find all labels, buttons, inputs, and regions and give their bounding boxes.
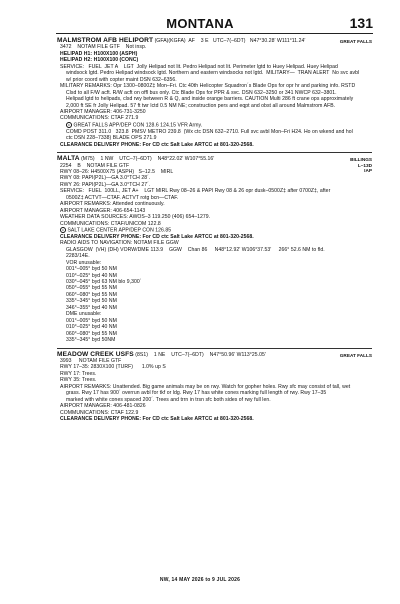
entry-line: AIRPORT REMARKS: Unattended. Big game animals may be on rwy. Watch for gopher holes. Rwy sfc may consist of tall, wet — [60, 383, 351, 390]
entry-line: ctc DSN 228–7338) BLADE OPS 271.9 — [66, 135, 157, 142]
entry-line: CLEARANCE DELIVERY PHONE: For CD ctc Salt Lake ARTCC at 801-320-2568. — [60, 141, 254, 148]
frequency-indicator-icon: C — [61, 228, 65, 233]
chart-reference-label: GREAT FALLS — [339, 352, 372, 358]
entry-line: 060°–080° byd 55 NM — [66, 291, 117, 298]
entry-line: 346°–355° byd 40 NM — [66, 304, 117, 311]
entry-line: RADIO AIDS TO NAVIGATION: NOTAM FILE GGW — [60, 240, 179, 247]
entry-line: Clsd to all F/W acft. R/W acft on offl bus only. Ctc Blade Ops for PPR & svc. DSN 632–3250 or 341 NWCP 632–3801. — [66, 89, 337, 96]
entry-line: 0500Z‡ ACTVT—CTAF. ACTVT rotg bcn—CTAF. — [66, 194, 179, 201]
entry-line: CLEARANCE DELIVERY PHONE: For CD ctc Salt Lake ARTCC at 801-320-2568. — [60, 416, 254, 423]
entry-line: COMMUNICATIONS: CTAF 122.9 — [60, 409, 139, 416]
entry-line: COMD POST 311.0 323.8 PMSV METRO 239.8 (Wx ctc DSN 632–2710. Full svc avbl Mon–Fri H24. Ho on wkend and hol — [66, 128, 353, 135]
entry-line: SALT LAKE CENTER APP/DEP CON 126.85 — [67, 227, 172, 234]
entry-line: MILITARY REMARKS: Opr 1300–0800Z‡ Mon–Fri. Ctc 40th Helicopter Squadron´s Blade Ops for opr hr and parking info. RSTD — [60, 83, 356, 90]
airport-entry-malta — [57, 156, 372, 343]
entry-line: GLASGOW (VH) (DH) VORW/DME 113.9 GGW Chan 86 N48°12.92′ W106°37.53′ 266° 52.6 NM to fld. — [66, 246, 325, 253]
entry-line: w/ prior coord with copter maint DSN 632–6356. — [66, 76, 177, 83]
entry-divider — [57, 348, 372, 349]
entry-line: marked with white cones spaced 200´. Trees and trrn in trsn sfc both sides of rwy full len. — [66, 396, 271, 403]
header-rule — [56, 33, 373, 34]
chart-label-line: L–13D — [357, 162, 372, 168]
entry-line: AIRPORT REMARKS: Attended continuously. — [60, 201, 165, 208]
airport-entry-meadow-creek — [57, 352, 372, 423]
entry-line: AIRPORT MANAGER: 406-654-1143 — [60, 207, 146, 214]
entry-line: 010°–025° byd 40 NM — [66, 324, 117, 331]
entry-line: 050°–055° byd 55 NM — [66, 285, 117, 292]
entry-line: RWY 17–35: 2830X100 (TURF) 1.0% up S — [60, 364, 166, 371]
entry-line: 2,000 ft SE fr Jolly Helipad. 57 ft twr lctd 0.5 NM NE; construction pers and eqpt and obst all around Malmstrom AFB. — [66, 102, 336, 109]
entry-line: 2254 B NOTAM FILE GTF — [60, 162, 130, 169]
airport-ident-line: (M75) 1 NW UTC–7(–6DT) N48°22.02′ W107°55.16′ — [81, 156, 215, 163]
chart-reference-label: GREAT FALLS — [339, 39, 372, 44]
entry-line: RWY 17: Trees. — [60, 370, 97, 377]
entry-line: HELIPAD H2: H100X100 (CONC) — [60, 57, 139, 64]
entry-line: grass. Rwy 17 has 900´ overrun avbl for tkf or ldg. Rwy 17 has white cones marking full length of rwy. Rwy 17–35 — [66, 390, 327, 397]
entry-line: 2283/14E. — [66, 253, 90, 260]
entry-line: 335°–345° byd 50NM — [66, 337, 116, 344]
entry-line: SERVICE: FUEL JET A LGT Jolly Helipad not lit. Pedro Helipad not lit. Perimeter lgtd to Huey Helipad. Huey Helipad — [60, 63, 338, 70]
chart-label-line: BILLINGS — [350, 157, 372, 163]
chart-reference-label — [350, 157, 372, 174]
entry-line: windsock lgtd. Pedro Helipad windsock lgtd. Northern and eastern windsocks not lgtd. MILITARY— TRAN ALERT No svc avbl — [66, 70, 360, 77]
entry-line: WEATHER DATA SOURCES: AWOS–3 119.250 (406) 654–1279. — [60, 214, 211, 221]
entry-line: Helipad lgtd to helipads, clsd rwy between R & Q, and inside orange barriers. CAUTION Multi 286 ft crane ops approximately — [66, 96, 354, 103]
entry-line: COMMUNICATIONS: CTAF/UNICOM 122.8 — [60, 220, 161, 227]
entry-line: COMMUNICATIONS: CTAF 271.9 — [60, 115, 139, 122]
entry-line: 010°–025° byd 40 NM — [66, 272, 117, 279]
frequency-indicator-icon: C — [67, 122, 71, 127]
entry-line: CLEARANCE DELIVERY PHONE: For CD ctc Salt Lake ARTCC at 801-320-2568. — [60, 233, 254, 240]
airport-entry-malmstrom — [57, 38, 372, 148]
entry-line: HELIPAD H1: H100X100 (ASPH) — [60, 50, 138, 57]
airport-ident-line: (8S1) 1 NE UTC–7(–6DT) N47°50.96′ W113°25.05′ — [135, 351, 266, 358]
directory-content — [57, 38, 372, 423]
entry-line: RWY 08: PAPI(P2L)—GA 3.0°TCH 28´. — [60, 175, 151, 182]
entry-line: 001°–005° byd 50 NM — [66, 317, 117, 324]
entry-line: AIRPORT MANAGER: 406-731-3250 — [60, 108, 146, 115]
page-state-title: MONTANA — [166, 16, 234, 31]
entry-line: RWY 26: PAPI(P2L)—GA 3.0°TCH 27´. — [60, 181, 151, 188]
airport-name: MALMSTROM AFB HELIPORT — [57, 37, 154, 44]
airport-name: MEADOW CREEK USFS — [57, 350, 134, 358]
entry-line: VOR unusable: — [66, 259, 102, 266]
entry-line: DME unusable: — [66, 311, 102, 318]
entry-line: GREAT FALLS APP/DEP CON 128.6 124.15 VFR Army. — [73, 122, 203, 129]
entry-divider — [57, 152, 372, 153]
entry-line: RWY 08–26: H4500X75 (ASPH) S–12.5 MIRL — [60, 168, 174, 175]
entry-line: RWY 35: Trees. — [60, 377, 97, 384]
entry-line: SERVICE: FUEL 100LL, JET A+ LGT MIRL Rwy 08–26 & PAPI Rwy 08 & 26 opr dusk–0500Z‡ after 0700Z‡, after — [60, 188, 331, 195]
page-number: 131 — [349, 15, 373, 31]
entry-line: 060°–080° byd 55 NM — [66, 330, 117, 337]
entry-line: 001°–005° byd 50 NM — [66, 266, 117, 273]
page-footer-effective-dates: NW, 14 MAY 2026 to 9 JUL 2026 — [159, 577, 241, 583]
entry-line: 3472 NOTAM FILE GTF Not insp. — [60, 44, 147, 51]
entry-line: 030°–045° byd 63 NM blo 9,300´ — [66, 279, 142, 285]
entry-line: AIRPORT MANAGER: 406-481-0826 — [60, 403, 146, 410]
entry-line: 3993 NOTAM FILE GTF — [60, 357, 122, 364]
airport-ident-line: (GFA)(KGFA) AF 3 E UTC–7(–6DT) N47°30.28′ W111°11.24′ — [154, 38, 306, 44]
chart-label-line: IAP — [364, 168, 372, 174]
entry-line: 335°–345° byd 50 NM — [66, 298, 117, 305]
airport-name: MALTA — [57, 155, 80, 163]
